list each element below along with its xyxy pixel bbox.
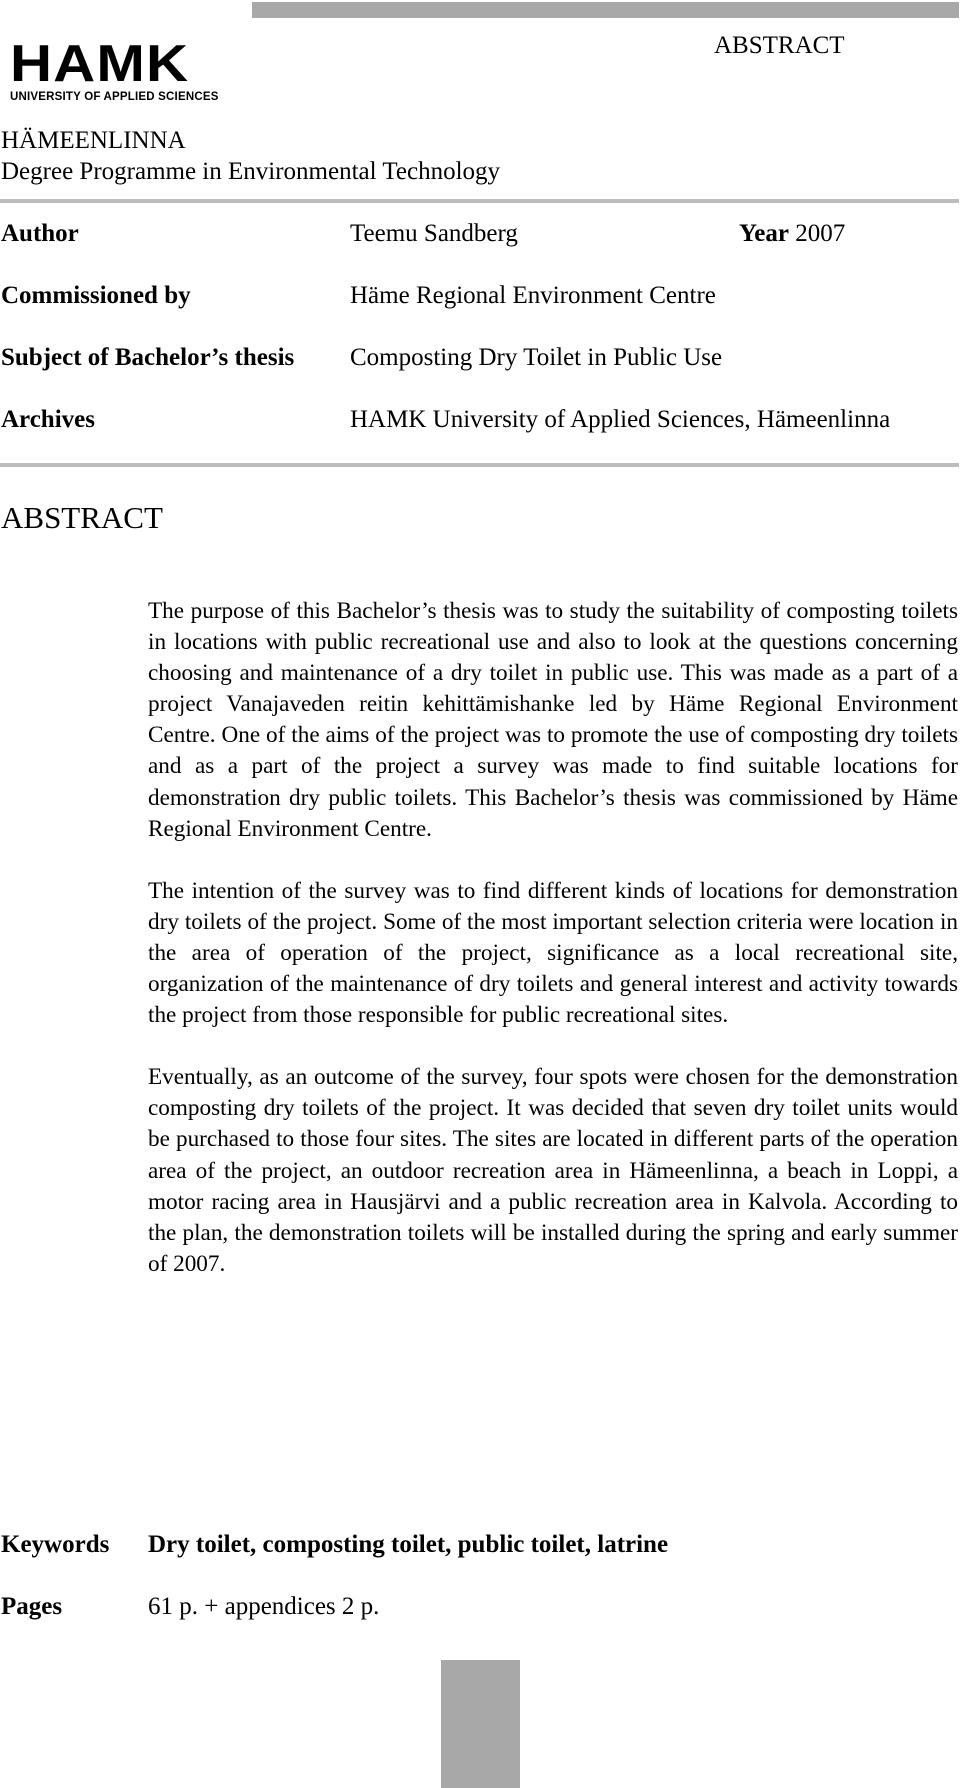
abstract-paragraph: Eventually, as an outcome of the survey, four spots were chosen for the demonstration composting dry toilets of the project. It was decided that seven dry toilet units would be purchased to those four sites. The sites are located in different parts of the operation area of the project, an outdoor recreation area in Hämeenlinna, a beach in Loppi, a motor racing area in Hausjärvi and a public recreation area in Kalvola. According to the plan, the demonstration toilets will be installed during the spring and early summer of 2007. [148,1064,958,1277]
author-value: Teemu Sandberg [350,220,518,247]
abstract-body [148,596,958,1311]
pages-label: Pages [1,1593,63,1620]
subject-label: Subject of Bachelor’s thesis [1,344,295,371]
logo-wordmark: HAMK [10,35,190,93]
abstract-title: ABSTRACT [1,500,163,535]
commissioned-label: Commissioned by [1,282,191,309]
header-bar [252,2,959,18]
footer-bar [441,1660,520,1788]
keywords-value: Dry toilet, composting toilet, public toilet, latrine [148,1531,669,1558]
divider-middle [0,463,959,467]
archives-label: Archives [1,406,95,433]
abstract-paragraph: The intention of the survey was to find different kinds of locations for demonstration dry toilets of the project. Some of the most important selection criteria were location in the area of operation of the project, significance as a local recreational site, organization of the maintenance of dry toilets and general interest and activity towards the project from those responsible for public recreational sites. [148,877,958,1029]
document-type: ABSTRACT [714,32,845,59]
institution-city: HÄMEENLINNA [1,127,186,154]
keywords-label: Keywords [1,1531,110,1558]
abstract-paragraph: The purpose of this Bachelor’s thesis was to study the suitability of composting toilets in locations with public recreational use and also to look at the questions concerning choosing and maintenance of a dry toilet in public use. This was made as a part of a project Vanajaveden reitin kehittämishanke led by Häme Regional Environment Centre. One of the aims of the project was to promote the use of composting dry toilets and as a part of the project a survey was made to find suitable locations for demonstration dry public toilets. This Bachelor’s thesis was commissioned by Häme Regional Environment Centre. [148,598,958,842]
year-label: Year [739,220,789,247]
degree-programme: Degree Programme in Environmental Technology [1,158,501,185]
divider-top [0,199,959,203]
author-label: Author [1,220,79,247]
commissioned-value: Häme Regional Environment Centre [350,282,716,309]
year-value: 2007 [795,220,846,247]
hamk-logo [10,35,250,103]
logo-subtitle: UNIVERSITY OF APPLIED SCIENCES [10,91,219,103]
subject-value: Composting Dry Toilet in Public Use [350,344,723,371]
pages-value: 61 p. + appendices 2 p. [148,1593,380,1620]
year-field [739,220,845,248]
archives-value: HAMK University of Applied Sciences, Hämeenlinna [350,406,891,433]
